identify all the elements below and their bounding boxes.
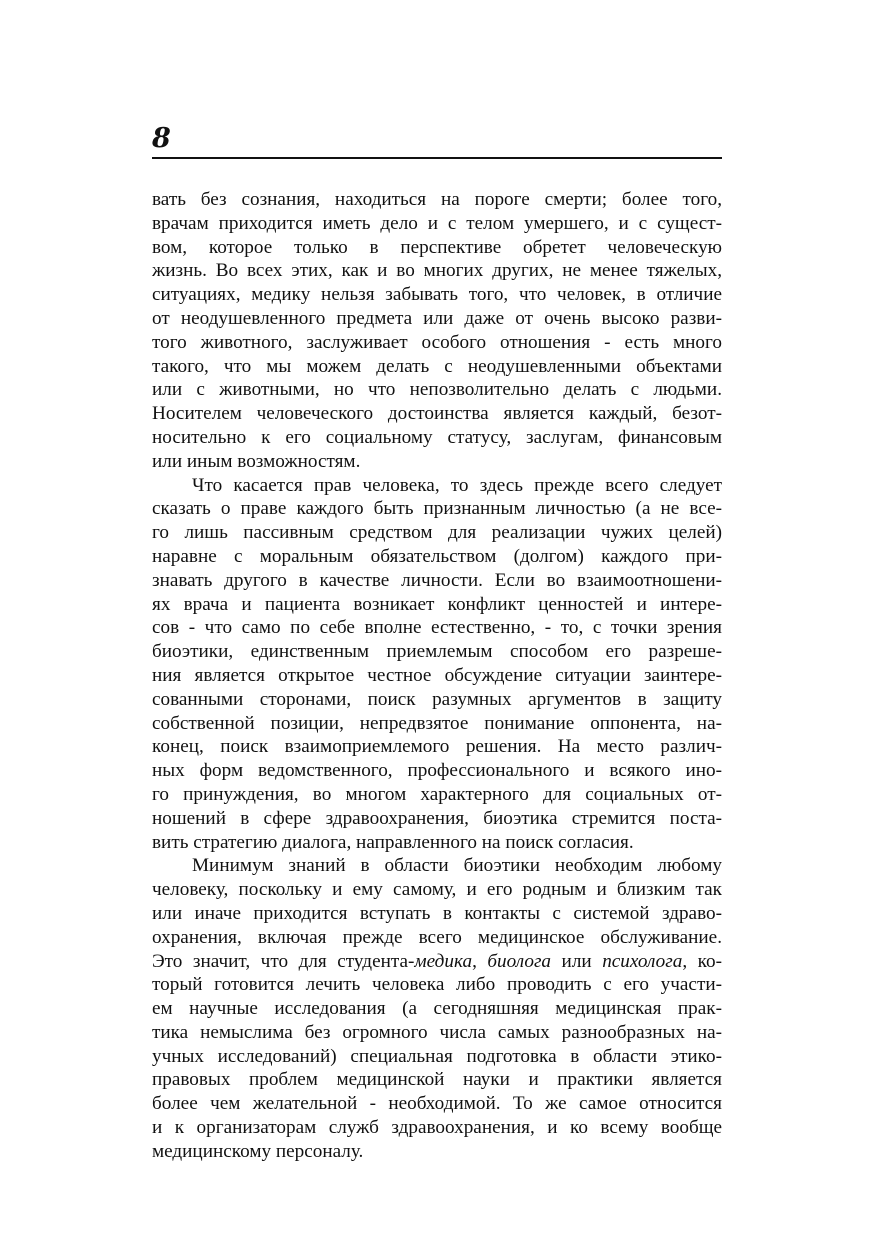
text-segment: конец, поиск взаимоприемлемого решения. На место различ- [152,736,722,758]
text-line [152,474,722,498]
text-line [152,1116,722,1140]
text-segment: сов - что само по себе вполне естественно, - то, с точки зрения [152,617,722,639]
text-segment: более чем желательной - необходимой. То же самое относится [152,1093,722,1115]
text-segment: такого, что мы можем делать с неодушевленными объектами [152,355,722,377]
body-text [152,188,722,1164]
text-line [152,1140,722,1164]
text-segment: от неодушевленного предмета или даже от очень высоко разви- [152,307,722,329]
text-line [152,712,722,736]
text-line [152,378,722,402]
text-segment: Минимум знаний в области биоэтики необходим любому [192,855,722,877]
text-line [152,569,722,593]
paragraph [152,474,722,855]
text-segment: ситуациях, медику нельзя забывать того, что человек, в отличие [152,284,722,306]
text-segment: го лишь пассивным средством для реализации чужих целей) [152,522,722,544]
header-rule [152,157,722,159]
text-segment: ношений в сфере здравоохранения, биоэтика стремится поста- [152,807,722,829]
italic-term: психолога [602,950,683,972]
text-segment: биоэтики, единственным приемлемым способом его разреше- [152,641,722,663]
text-line [152,1021,722,1045]
text-line [152,973,722,997]
text-segment: ях врача и пациента возникает конфликт ценностей и интере- [152,593,722,615]
text-line [152,926,722,950]
text-line [152,1045,722,1069]
text-segment: , ко- [682,950,722,972]
text-line [152,664,722,688]
text-segment: носительно к его социальному статусу, заслугам, финансовым [152,426,722,448]
text-line [152,188,722,212]
text-segment: того животного, заслуживает особого отношения - есть много [152,331,722,353]
text-segment: Носителем человеческого достоинства является каждый, безот- [152,403,722,425]
text-segment: ных форм ведомственного, профессионального и всякого ино- [152,760,722,782]
text-segment: собственной позиции, непредвзятое понимание оппонента, на- [152,712,722,734]
text-segment: врачам приходится иметь дело и с телом умершего, и с сущест- [152,212,722,234]
text-line [152,1092,722,1116]
text-segment: и к организаторам служб здравоохранения, и ко всему вообще [152,1117,722,1139]
text-line [152,497,722,521]
text-line [152,307,722,331]
text-line [152,212,722,236]
text-segment: или иным возможностям. [152,450,361,472]
text-line [152,593,722,617]
paragraph [152,188,722,474]
text-segment: правовых проблем медицинской науки и практики является [152,1069,722,1091]
text-line [152,997,722,1021]
text-line [152,759,722,783]
text-segment: тика немыслима без огромного числа самых разнообразных на- [152,1021,722,1043]
text-segment: ем научные исследования (а сегодняшняя медицинская прак- [152,998,722,1020]
text-segment: Это значит, что для студента- [152,950,415,972]
text-line [152,521,722,545]
text-line [152,355,722,379]
paragraph [152,854,722,1163]
text-line [152,402,722,426]
text-line [152,545,722,569]
italic-term: биолога [487,950,552,972]
text-segment: вить стратегию диалога, направленного на поиск согласия. [152,831,634,853]
text-segment: или иначе приходится вступать в контакты с системой здраво- [152,902,722,924]
text-line [152,236,722,260]
text-segment: или с животными, но что непозволительно делать с людьми. [152,379,722,401]
text-segment: сказать о праве каждого быть признанным личностью (а не все- [152,498,722,520]
text-segment: медицинскому персоналу. [152,1140,364,1162]
text-segment: Что касается прав человека, то здесь прежде всего следует [192,474,722,496]
text-segment: наравне с моральным обязательством (долгом) каждого при- [152,545,722,567]
text-segment: охранения, включая прежде всего медицинское обслуживание. [152,926,722,948]
text-line [152,426,722,450]
text-line [152,807,722,831]
text-line [152,735,722,759]
text-line [152,283,722,307]
text-segment: го принуждения, во многом характерного для социальных от- [152,783,722,805]
text-line [152,1068,722,1092]
text-segment: сованными сторонами, поиск разумных аргументов в защиту [152,688,722,710]
text-segment: ния является открытое честное обсуждение ситуации заинтере- [152,664,722,686]
text-segment: вом, которое только в перспективе обретет человеческую [152,236,722,258]
text-line [152,950,722,974]
text-line [152,688,722,712]
text-line [152,878,722,902]
text-line [152,783,722,807]
text-segment: жизнь. Во всех этих, как и во многих других, не менее тяжелых, [152,260,722,282]
text-line [152,331,722,355]
text-line [152,259,722,283]
text-segment: знавать другого в качестве личности. Если во взаимоотношени- [152,569,722,591]
text-line [152,640,722,664]
text-segment: торый готовится лечить человека либо проводить с его участи- [152,974,722,996]
text-segment: , [472,950,488,972]
text-segment: или [551,950,603,972]
text-line [152,450,722,474]
text-segment: учных исследований) специальная подготовка в области этико- [152,1045,722,1067]
text-line [152,831,722,855]
text-segment: вать без сознания, находиться на пороге смерти; более того, [152,189,722,210]
text-segment: человеку, поскольку и ему самому, и его родным и близким так [152,879,722,901]
text-line [152,902,722,926]
text-line [152,616,722,640]
text-line [152,854,722,878]
page-number: 8 [152,123,171,154]
italic-term: медика [414,950,473,972]
